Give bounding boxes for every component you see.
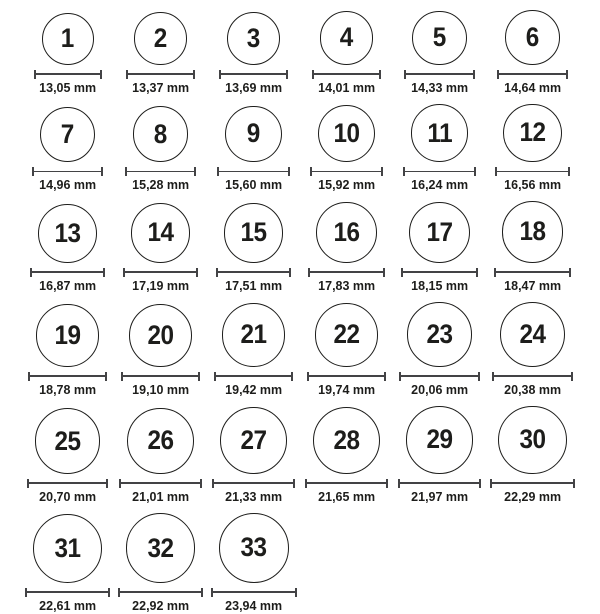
ring-size-number: 30 [519,424,546,455]
ring-size-number: 20 [147,319,174,350]
ring-circle [498,406,566,474]
ring-size-item [300,407,393,505]
diameter-label: 17,83 mm [318,277,375,293]
ring-size-number: 15 [240,217,267,248]
diameter-measure-line [404,70,474,79]
ring-size-item [393,202,486,294]
ring-circle [131,203,190,262]
ring-circle [33,514,102,583]
ring-size-item [114,304,207,398]
ring-circle [318,105,375,162]
ring-circle [227,12,280,65]
ring-circle [127,408,193,474]
ring-circle [42,13,94,65]
ring-size-item [393,11,486,96]
ring-size-item [114,203,207,293]
diameter-measure-line [494,268,572,277]
diameter-measure-line [490,479,574,488]
ring-size-number: 29 [426,424,453,455]
diameter-measure-line [217,167,290,176]
ring-size-item [207,203,300,294]
diameter-measure-line [214,372,293,381]
ring-size-item [21,13,114,96]
diameter-measure-line [25,588,110,597]
ring-size-number: 32 [147,532,174,563]
diameter-label: 22,29 mm [504,488,561,504]
ring-size-number: 14 [147,217,174,248]
ring-size-number: 8 [153,118,168,149]
diameter-measure-line [398,479,482,488]
ring-size-item [207,513,300,614]
ring-circle [316,202,376,262]
ring-size-item [114,513,207,613]
ring-circle [40,107,95,162]
ring-size-item [21,204,114,294]
diameter-label: 21,01 mm [132,488,189,504]
ring-size-number: 9 [246,118,261,149]
ring-size-number: 4 [339,22,354,53]
diameter-measure-line [310,167,383,176]
ring-circle [36,304,98,366]
ring-circle [411,104,469,162]
ring-circle [129,304,192,367]
ring-size-number: 25 [54,425,81,456]
ring-size-number: 3 [246,22,261,53]
ring-size-number: 24 [519,318,546,349]
ring-size-item [486,10,579,96]
diameter-label: 16,24 mm [411,177,468,192]
ring-size-item [486,302,579,398]
diameter-label: 18,15 mm [411,277,468,293]
diameter-measure-line [30,268,105,277]
ring-size-number: 17 [426,216,453,247]
diameter-measure-line [28,372,106,381]
ring-size-item [393,302,486,397]
ring-size-number: 18 [519,216,546,247]
diameter-label: 13,69 mm [225,79,282,95]
ring-size-item [207,106,300,194]
diameter-label: 17,51 mm [225,277,282,293]
ring-size-item [300,11,393,96]
ring-circle [225,106,282,163]
ring-size-number: 26 [147,425,174,456]
diameter-measure-line [125,167,197,176]
ring-size-item [207,407,300,505]
diameter-measure-line [401,268,478,277]
ring-circle [500,302,565,367]
ring-size-item [114,12,207,96]
ring-circle [222,303,285,366]
ring-size-item [21,107,114,193]
ring-circle [315,303,379,367]
ring-size-number: 31 [54,532,81,563]
diameter-measure-line [495,167,569,176]
ring-circle [224,203,284,263]
ring-circle [38,204,97,263]
diameter-label: 14,01 mm [318,79,375,95]
ring-circle [406,406,474,474]
ring-size-item [207,12,300,96]
ring-size-item [486,201,579,294]
diameter-label: 18,47 mm [504,277,561,293]
ring-circle [313,407,380,474]
diameter-measure-line [305,479,388,488]
ring-circle [35,408,101,474]
ring-size-number: 1 [60,23,75,54]
diameter-measure-line [307,372,387,381]
diameter-measure-line [126,70,195,79]
diameter-label: 19,10 mm [132,381,189,397]
diameter-measure-line [212,479,295,488]
diameter-label: 15,28 mm [132,177,189,192]
diameter-label: 20,06 mm [411,381,468,397]
ring-size-number: 13 [54,217,81,248]
diameter-label: 20,70 mm [39,488,96,504]
ring-size-number: 10 [333,117,360,148]
diameter-measure-line [219,70,288,79]
diameter-label: 17,19 mm [132,277,189,293]
ring-size-item [207,303,300,397]
ring-circle [407,302,471,366]
diameter-label: 16,87 mm [39,277,96,293]
diameter-label: 21,65 mm [318,488,375,504]
diameter-label: 21,97 mm [411,488,468,504]
diameter-label: 21,33 mm [225,488,282,504]
diameter-measure-line [123,268,198,277]
diameter-label: 19,42 mm [225,381,282,397]
diameter-measure-line [492,372,573,381]
diameter-label: 20,38 mm [504,381,561,397]
ring-size-item [114,106,207,193]
diameter-measure-line [121,372,200,381]
diameter-label: 13,37 mm [132,79,189,95]
ring-size-number: 27 [240,425,267,455]
ring-size-number: 23 [426,318,453,349]
diameter-label: 22,61 mm [39,597,96,613]
ring-circle [220,407,287,474]
ring-size-item [393,406,486,505]
ring-size-item [300,105,393,193]
ring-size-item [300,202,393,293]
ring-circle [412,11,466,65]
ring-size-number: 5 [432,22,447,53]
diameter-measure-line [32,167,103,176]
ring-size-item [21,408,114,505]
diameter-measure-line [119,479,201,488]
ring-size-number: 22 [333,319,360,350]
ring-circle [503,104,561,162]
ring-size-number: 7 [60,118,75,149]
diameter-measure-line [308,268,384,277]
ring-circle [409,202,470,263]
ring-circle [320,11,374,65]
diameter-measure-line [27,479,109,488]
ring-size-number: 19 [54,319,81,350]
ring-size-number: 12 [519,117,546,148]
diameter-measure-line [34,70,102,79]
ring-size-number: 33 [240,532,267,563]
diameter-label: 23,94 mm [225,597,282,613]
diameter-label: 22,92 mm [132,597,189,613]
ring-circle [134,12,187,65]
ring-size-number: 16 [333,216,360,247]
ring-size-item [21,514,114,614]
diameter-label: 19,74 mm [318,381,375,397]
diameter-measure-line [403,167,477,176]
diameter-measure-line [399,372,479,381]
diameter-label: 15,92 mm [318,177,375,192]
diameter-label: 14,96 mm [39,177,96,192]
diameter-label: 15,60 mm [225,177,282,192]
diameter-measure-line [118,588,203,597]
diameter-label: 14,33 mm [411,79,468,95]
ring-size-item [114,408,207,505]
ring-circle [126,513,195,582]
ring-size-item [486,104,579,193]
ring-size-item [21,304,114,397]
ring-circle [219,513,289,583]
diameter-label: 13,05 mm [39,79,96,95]
ring-circle [133,106,189,162]
ring-size-item [486,406,579,505]
ring-size-number: 11 [427,117,452,148]
ring-size-number: 6 [525,21,540,52]
ring-circle [502,201,564,263]
ring-circle [505,10,560,65]
diameter-label: 16,56 mm [504,177,561,192]
diameter-measure-line [312,70,382,79]
diameter-measure-line [211,588,297,597]
diameter-label: 18,78 mm [39,381,96,397]
ring-size-number: 2 [153,23,168,54]
diameter-measure-line [497,70,568,79]
ring-size-number: 21 [240,319,267,350]
ring-size-number: 28 [333,424,360,455]
diameter-label: 14,64 mm [504,79,561,95]
ring-size-item [393,104,486,193]
ring-size-item [300,303,393,398]
diameter-measure-line [216,268,292,277]
